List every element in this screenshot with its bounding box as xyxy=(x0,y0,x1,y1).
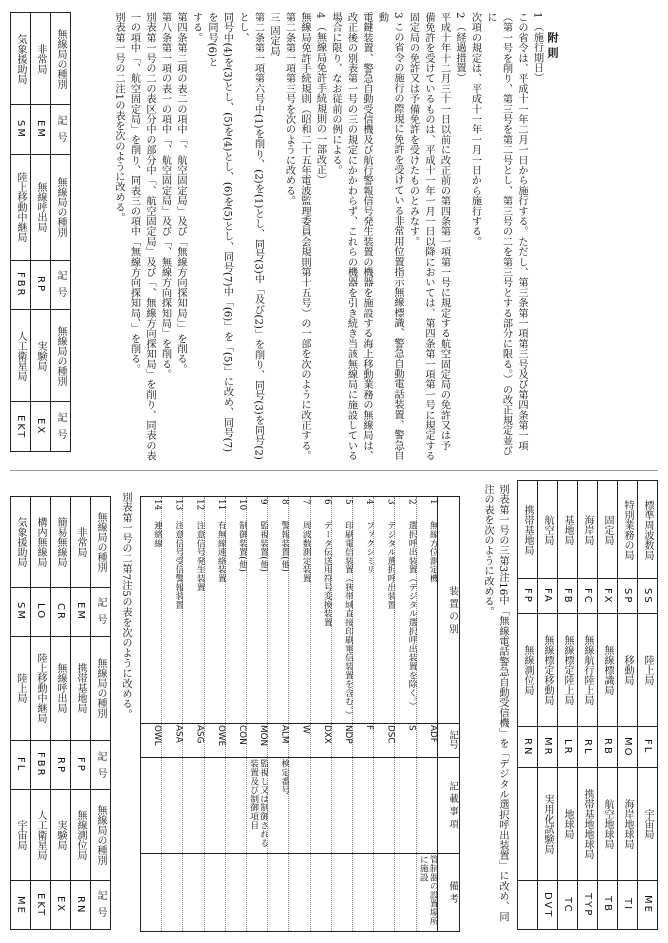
device-header-cell: 備 考 xyxy=(447,880,458,904)
station-type-table-main xyxy=(517,480,658,930)
paragraph-line: 次項の規定は、平成十一年一月一日から施行する。 xyxy=(469,12,481,247)
device-code-cell: ASA xyxy=(173,724,184,743)
station-type-cell: 実用化試験局 xyxy=(538,767,558,880)
station-code-cell: ME xyxy=(638,880,658,929)
device-name-cell: 監視装置(他) xyxy=(258,520,269,572)
right-table-row xyxy=(538,481,558,930)
device-note-cell: 管制器の設置場所に施設 xyxy=(417,854,438,926)
station-type-cell: 人工衛星局 xyxy=(31,790,51,881)
paragraph-line: 第二条第一項第六号中(1)を削り、(2)を(1)とし、同号(3)中「及び(2)」を削り、同号(3)を同号(2)とし、 xyxy=(237,12,264,460)
station-code-cell: RN xyxy=(71,880,91,929)
device-code-cell: NDP xyxy=(343,724,353,744)
small-table-row xyxy=(11,13,31,452)
device-table xyxy=(140,496,460,932)
device-header-cell: 記 載 事 項 xyxy=(438,757,459,853)
device-row xyxy=(310,497,332,931)
device-note-cell xyxy=(247,855,268,929)
station-type-cell: 無線呼出局 xyxy=(51,636,71,740)
station-code-cell: CR xyxy=(51,587,71,636)
device-name-cell: 注意信号発生装置 xyxy=(194,520,205,592)
device-code-cell: OWL xyxy=(152,724,163,746)
paragraph-line: 別表第一号の二の表区分中の部分中「、航空固定局」及び「、無線方向探知局」を削り、同表の表 xyxy=(144,12,155,461)
station-type-cell: 携帯基地局 xyxy=(71,636,91,740)
device-header-cell: 記号 xyxy=(438,723,459,759)
device-row xyxy=(288,497,310,931)
station-code-cell: 記 号 xyxy=(91,587,111,636)
bottom-note: 別表第一号の二第7注5の表を次のように改める。 xyxy=(120,492,131,720)
device-note-cell xyxy=(268,855,289,929)
right-table-row xyxy=(578,481,598,930)
station-code-cell: 記 号 xyxy=(91,880,111,929)
station-code-cell: FP xyxy=(71,741,91,790)
device-item-cell xyxy=(289,759,310,850)
station-type-cell: 地球局 xyxy=(558,767,578,880)
station-code-cell: EM xyxy=(71,587,91,636)
station-type-cell xyxy=(518,767,538,880)
device-item-cell xyxy=(311,759,332,850)
device-note-cell xyxy=(183,855,204,929)
station-type-cell: 無線測位局 xyxy=(71,790,91,881)
station-type-cell: 非常局 xyxy=(71,497,91,588)
device-code-cell: OWE xyxy=(215,724,226,746)
paragraph-line: 同号中(4)を(3)とし、(5)を(4)とし、(6)を(5)とし、同号(7)中「(6)」を「(5)」に改め、同号(7)を同号(6)と xyxy=(206,12,233,453)
station-code-cell: FP xyxy=(518,579,538,614)
station-code-cell: EM xyxy=(31,105,51,155)
device-item-cell xyxy=(205,759,226,850)
station-code-cell: RP xyxy=(31,260,51,310)
station-type-cell: 構内無線局 xyxy=(31,497,51,588)
station-type-cell: 無線局の種別 xyxy=(91,497,111,588)
station-code-cell: FBR xyxy=(11,260,31,310)
device-name-cell: 周波数測定装置 xyxy=(300,520,311,583)
station-code-cell: EKT xyxy=(11,402,31,452)
station-code-cell: SM xyxy=(11,105,31,155)
device-code-cell: ALM xyxy=(279,724,290,744)
device-row xyxy=(331,497,353,931)
station-type-cell: 無線局の種別 xyxy=(91,636,111,740)
station-type-cell: 無線測位局 xyxy=(518,614,538,727)
bottom-table-row xyxy=(11,497,31,930)
station-code-cell: EX xyxy=(31,402,51,452)
device-note-cell xyxy=(374,855,395,929)
right-table-row xyxy=(638,481,658,930)
station-type-cell: 実験局 xyxy=(31,310,51,402)
station-code-cell: EKT xyxy=(31,880,51,929)
station-type-cell: 無線局の種別 xyxy=(51,13,71,105)
device-name-cell: 印刷電信装置（狭帯域直接印刷電信装置を含む。） xyxy=(343,520,353,719)
station-type-cell: 非常局 xyxy=(31,13,51,105)
paragraph-line: 平成十年十二月三十一日以前に改正前の第四条第一項第一号に規定する航空固定局の免許又は予 xyxy=(438,12,450,451)
device-no-cell: 5 xyxy=(343,499,353,505)
station-type-cell: 海岸地球局 xyxy=(618,767,638,880)
device-note-cell xyxy=(311,855,332,929)
device-row xyxy=(246,497,268,931)
paragraph-line: 4 （無線局免許手続規則の一部改正） xyxy=(314,12,326,185)
paragraph-line: 2 （経過措置） xyxy=(454,12,465,83)
station-code-cell: FL xyxy=(638,727,658,767)
device-no-cell: 7 xyxy=(300,499,311,505)
device-note-cell xyxy=(395,855,416,929)
right-table-row xyxy=(618,481,638,930)
paragraph-line: 3 この省令の施行の際現に免許を受けている非常用位置指示無線標識、警急自動電話装置、警急自動 xyxy=(376,12,403,461)
device-item-cell xyxy=(226,759,247,850)
paragraph-line: 別表第一号の二注1の表を次のように改める。 xyxy=(113,12,124,223)
device-table-divider xyxy=(141,723,459,724)
device-row xyxy=(394,497,416,931)
station-code-cell: FA xyxy=(538,579,558,614)
station-code-cell: 記 号 xyxy=(91,741,111,790)
device-row xyxy=(373,497,395,931)
paragraph-line: 無線局免許手続規則（昭和二十五年電波監理委員会規則第十五号）の一部を次のように改正する。 xyxy=(299,12,310,461)
device-code-cell: MON xyxy=(258,724,269,746)
station-code-cell: TB xyxy=(598,880,618,929)
supplementary-provisions xyxy=(110,12,560,462)
device-no-cell: 14 xyxy=(152,499,163,511)
device-name-cell: デジタル選択呼出装置 xyxy=(385,520,396,609)
device-item-cell: 検定番号 xyxy=(279,759,290,795)
device-row xyxy=(161,497,183,931)
station-type-cell: 気象援助局 xyxy=(11,497,31,588)
device-note-cell xyxy=(332,855,353,929)
station-type-cell: 移動局 xyxy=(618,614,638,727)
paragraph-line: 固定局の免許又は予備免許を受けたものとみなす。 xyxy=(407,12,419,247)
device-name-cell: 注意信号受信警報装置 xyxy=(173,520,184,609)
bottom-table-row xyxy=(31,497,51,930)
small-table-row xyxy=(31,13,51,452)
device-code-cell: W xyxy=(300,724,311,734)
device-note-cell xyxy=(205,855,226,929)
station-type-cell: 航空地球局 xyxy=(598,767,618,880)
station-code-cell: TC xyxy=(558,880,578,929)
station-type-cell: 宇宙局 xyxy=(11,790,31,881)
station-code-cell: SM xyxy=(11,587,31,636)
right-table-row xyxy=(558,481,578,930)
station-type-cell: 無線局の種別 xyxy=(51,310,71,402)
paragraph-line: 1 （施行期日） xyxy=(531,12,543,83)
station-code-cell: 記 号 xyxy=(51,402,71,452)
device-item-cell xyxy=(395,759,416,850)
device-no-cell: 2 xyxy=(406,499,417,505)
device-code-cell: CON xyxy=(237,724,247,745)
device-code-cell: ADF xyxy=(427,724,438,743)
station-code-cell: FBR xyxy=(31,741,51,790)
device-no-cell: 6 xyxy=(321,499,332,505)
station-code-cell: TI xyxy=(618,880,638,929)
device-item-cell xyxy=(332,759,353,850)
device-code-cell: F xyxy=(364,724,375,730)
device-note-cell xyxy=(353,855,374,929)
device-header-cell: 装 置 の 別 xyxy=(438,497,459,724)
station-type-cell: 特別業務の局 xyxy=(618,481,638,579)
supplement-paragraphs xyxy=(111,12,545,462)
station-type-cell: 人工衛星局 xyxy=(11,310,31,402)
station-type-cell: 無線標定陸上局 xyxy=(558,614,578,727)
station-code-cell: LO xyxy=(31,587,51,636)
small-table-header-row xyxy=(51,13,71,452)
device-code-cell: DSC xyxy=(385,724,396,744)
device-code-cell: ASG xyxy=(194,724,205,744)
station-code-cell: SP xyxy=(618,579,638,614)
device-table-header xyxy=(437,497,459,931)
device-no-cell: 4 xyxy=(364,499,375,505)
annex-note-line-2: 注の表を次のように改める。 xyxy=(482,484,493,617)
device-row xyxy=(416,497,438,931)
station-type-table-bottom xyxy=(10,496,111,930)
device-no-cell: 11 xyxy=(215,499,226,511)
station-type-cell: 気象援助局 xyxy=(11,13,31,105)
station-code-cell: ME xyxy=(11,880,31,929)
device-name-cell: データ伝送用符号変換装置 xyxy=(321,520,332,627)
station-type-cell: 固定局 xyxy=(598,481,618,579)
paragraph-line: 一の項中「、航空固定局」を削り、同表三の項中「無線方向探知局、」を削る。 xyxy=(128,12,140,375)
device-name-cell: 制御装置(他) xyxy=(237,520,247,572)
station-code-cell: RN xyxy=(518,727,538,767)
section-divider xyxy=(10,470,658,471)
station-type-cell: 簡易無線局 xyxy=(51,497,71,588)
paragraph-line: 第八条第一項の表一の項中「、航空固定局」及び「、無線方向探知局」を削る。 xyxy=(159,12,171,380)
station-code-cell xyxy=(518,880,538,929)
paragraph-line: 第四条第二項の表二の項中「、航空固定局」及び「無線方向探知局」」を削る。 xyxy=(175,12,186,375)
device-item-cell xyxy=(374,759,395,850)
station-type-cell: 無線呼出局 xyxy=(31,154,51,260)
station-code-cell: LR xyxy=(558,727,578,767)
top-section xyxy=(0,0,668,470)
device-item-cell xyxy=(141,759,162,850)
paragraph-line: 場合に限り、なお従前の例による。 xyxy=(330,12,341,176)
station-type-table-small xyxy=(10,12,71,452)
device-no-cell: 3 xyxy=(385,499,396,505)
device-item-cell xyxy=(417,759,438,850)
station-code-cell: FC xyxy=(578,579,598,614)
station-code-cell: DVT xyxy=(538,880,558,929)
device-item-cell xyxy=(183,759,204,850)
device-table-divider xyxy=(141,853,459,854)
station-type-cell: 携帯基地局 xyxy=(518,481,538,579)
annex-note-line-1: 別表第一号の三第3注16中「無線電話警急自動受信機」を「デジタル選択呼出装置」に改め、同 xyxy=(497,484,508,922)
device-item-cell xyxy=(162,759,183,850)
paragraph-line: この省令は、平成十一年二月一日から施行する。ただし、第三条第一項第三号及び第四条第一項 xyxy=(516,12,527,451)
station-type-cell: 実験局 xyxy=(51,790,71,881)
device-name-cell: ファクシミリ xyxy=(364,520,375,574)
device-name-cell: 連絡線 xyxy=(152,520,163,548)
device-name-cell: 警報装置(他) xyxy=(279,520,290,572)
device-note-cell xyxy=(226,855,247,929)
device-name-cell: 無線方位測定機 xyxy=(427,520,438,583)
device-code-cell: S xyxy=(406,724,417,731)
station-type-cell: 標準周波数局 xyxy=(638,481,658,579)
station-code-cell: TYP xyxy=(578,880,598,929)
device-note-cell xyxy=(141,855,162,929)
station-type-cell: 基地局 xyxy=(558,481,578,579)
bottom-table-row xyxy=(71,497,91,930)
station-type-cell: 無線局の種別 xyxy=(91,790,111,881)
device-no-cell: 10 xyxy=(237,499,247,511)
supplement-heading: 附 則 xyxy=(546,32,559,58)
station-type-cell: 陸上移動中継局 xyxy=(11,154,31,260)
station-code-cell: 記 号 xyxy=(51,105,71,155)
station-code-cell: FB xyxy=(558,579,578,614)
paragraph-line: 電鍵装置、警急自動受信機及び航行警報信号発生装置の機器を施設する海上移動業務の無線局は、 xyxy=(361,12,372,461)
device-no-cell: 8 xyxy=(279,499,290,505)
bottom-table-header-row xyxy=(91,497,111,930)
station-type-cell: 携帯基地地球局 xyxy=(578,767,598,880)
station-code-cell: EX xyxy=(51,880,71,929)
station-type-cell: 無線標識局 xyxy=(598,614,618,727)
paragraph-line: 三 固定局 xyxy=(268,12,279,57)
station-type-cell: 陸上局 xyxy=(638,614,658,727)
station-type-cell: 陸上局 xyxy=(11,636,31,740)
station-type-cell: 航空局 xyxy=(538,481,558,579)
station-code-cell: MR xyxy=(538,727,558,767)
device-row xyxy=(352,497,374,931)
station-code-cell: FL xyxy=(11,741,31,790)
device-item-cell xyxy=(353,759,374,850)
station-code-cell: RL xyxy=(578,727,598,767)
station-code-cell: FX xyxy=(598,579,618,614)
device-row xyxy=(141,497,162,931)
station-type-cell: 海岸局 xyxy=(578,481,598,579)
device-row xyxy=(182,497,204,931)
station-type-cell: 陸上移動中継局 xyxy=(31,636,51,740)
station-code-cell: SS xyxy=(638,579,658,614)
paragraph-line: 備免許を受けているものは、平成十一年一月一日以降においては、第四条第一項第一号に規定する xyxy=(423,12,434,461)
station-type-cell: 宇宙局 xyxy=(638,767,658,880)
paragraph-line: する。 xyxy=(190,12,202,43)
paragraph-line: 第二条第一項第三号を次のように改める。 xyxy=(283,12,295,206)
right-table-row xyxy=(598,481,618,930)
device-name-cell: 有無線連絡装置 xyxy=(215,520,226,583)
device-table-divider xyxy=(141,757,459,758)
station-type-cell: 無線航行陸上局 xyxy=(578,614,598,727)
paragraph-line: （第一号を削り、第三号を第二号とし、第三号の二を第三号とする部分に限る。）の改正規定並びに xyxy=(485,12,512,456)
station-code-cell: 記 号 xyxy=(51,260,71,310)
paragraph-line: 改正後の別表第一号の三の規定にかかわらず、これらの機器を引き続き当該無線局に施設している xyxy=(345,12,357,461)
device-no-cell: 1 xyxy=(427,499,438,505)
right-table-row xyxy=(518,481,538,930)
bottom-table-row xyxy=(51,497,71,930)
device-name-cell: 選択呼出装置（デジタル選択呼出装置を除く。） xyxy=(406,520,417,710)
device-row xyxy=(225,497,247,931)
device-no-cell: 12 xyxy=(194,499,205,511)
device-no-cell: 9 xyxy=(258,499,269,505)
station-code-cell: RB xyxy=(598,727,618,767)
device-row xyxy=(204,497,226,931)
device-note-cell xyxy=(289,855,310,929)
device-code-cell: DXX xyxy=(321,724,332,744)
station-type-cell: 無線局の種別 xyxy=(51,154,71,260)
device-no-cell: 13 xyxy=(173,499,184,511)
device-note-cell xyxy=(162,855,183,929)
device-item-cell: 監視し又は制御される装置及び制御項目 xyxy=(248,759,269,848)
device-row xyxy=(267,497,289,931)
station-type-cell: 無線標定移動局 xyxy=(538,614,558,727)
station-code-cell: MO xyxy=(618,727,638,767)
annex-note xyxy=(470,484,510,934)
station-code-cell: RP xyxy=(51,741,71,790)
